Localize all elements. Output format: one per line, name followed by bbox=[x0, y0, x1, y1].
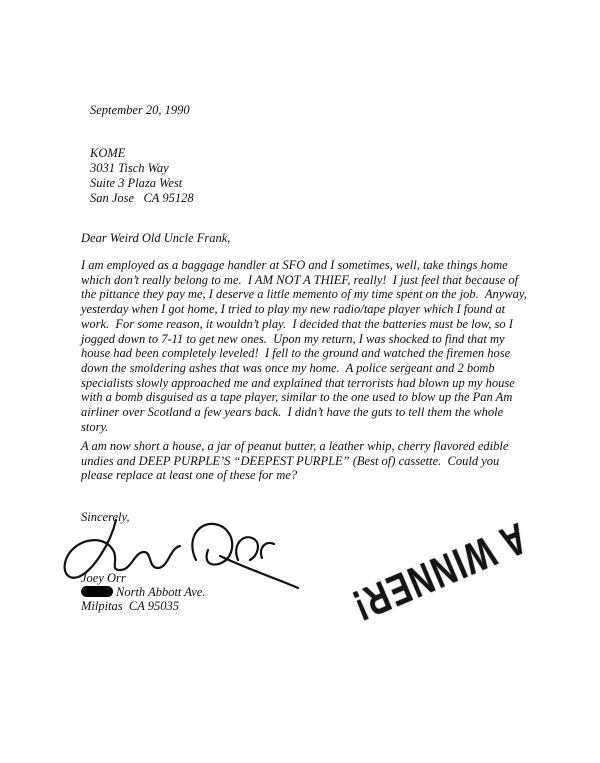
city-line: Milpitas CA 95035 bbox=[81, 599, 180, 613]
body1-line: which don’t really belong to me. I AM NOT A THIEF, really! I just feel that because of bbox=[81, 272, 519, 287]
body-paragraph-2 bbox=[81, 439, 508, 483]
redaction-bar bbox=[81, 586, 113, 597]
body1-line: story. bbox=[81, 419, 109, 434]
recipient-city: San Jose CA 95128 bbox=[90, 191, 194, 205]
street-text: North Abbott Ave. bbox=[116, 585, 206, 599]
signer-name: Joey Orr bbox=[81, 571, 126, 585]
body1-line: yesterday when I got home, I tried to play my new radio/tape player which I found at bbox=[81, 302, 506, 317]
body2-line: please replace at least one of these for me? bbox=[81, 468, 298, 483]
body-paragraph-1 bbox=[81, 258, 527, 434]
body2-line: A am now short a house, a jar of peanut butter, a leather whip, cherry flavored edible bbox=[81, 439, 509, 453]
recipient-address bbox=[90, 146, 194, 206]
body1-line: specialists slowly approached me and explained that terrorists had blown up my house bbox=[81, 375, 515, 390]
body1-line: the pittance they pay me, I deserve a little memento of my time spent on the job. Anyway, bbox=[81, 287, 527, 302]
letter-date: September 20, 1990 bbox=[90, 103, 190, 117]
street-address bbox=[81, 585, 205, 600]
body1-line: house had been completely leveled! I fell to the ground and watched the firemen hose bbox=[81, 346, 511, 361]
body1-line: down the smoldering ashes that was once my home. A police sergeant and 2 bomb bbox=[81, 360, 495, 375]
body1-line: with a bomb disguised as a tape player, similar to the one used to blow up the Pan Am bbox=[81, 390, 513, 405]
body2-line: undies and DEEP PURPLE’S “DEEPEST PURPLE” (Best of) cassette. Could you bbox=[81, 453, 500, 468]
closing: Sincerely, bbox=[81, 510, 130, 524]
recipient-street: 3031 Tisch Way bbox=[90, 161, 169, 175]
winner-stamp: A WINNER! bbox=[344, 514, 534, 632]
body1-line: I am employed as a baggage handler at SFO and I sometimes, well, take things home bbox=[81, 258, 508, 272]
salutation: Dear Weird Old Uncle Frank, bbox=[81, 231, 231, 245]
recipient-name: KOME bbox=[90, 146, 126, 160]
body1-line: work. For some reason, it wouldn’t play. I decided that the batteries must be low, so I bbox=[81, 316, 513, 331]
body1-line: jogged down to 7-11 to get new ones. Upon my return, I was shocked to find that my bbox=[81, 331, 505, 346]
recipient-suite: Suite 3 Plaza West bbox=[90, 176, 183, 190]
body1-line: airliner over Scotland a few years back. I didn’t have the guts to tell them the whole bbox=[81, 405, 504, 420]
